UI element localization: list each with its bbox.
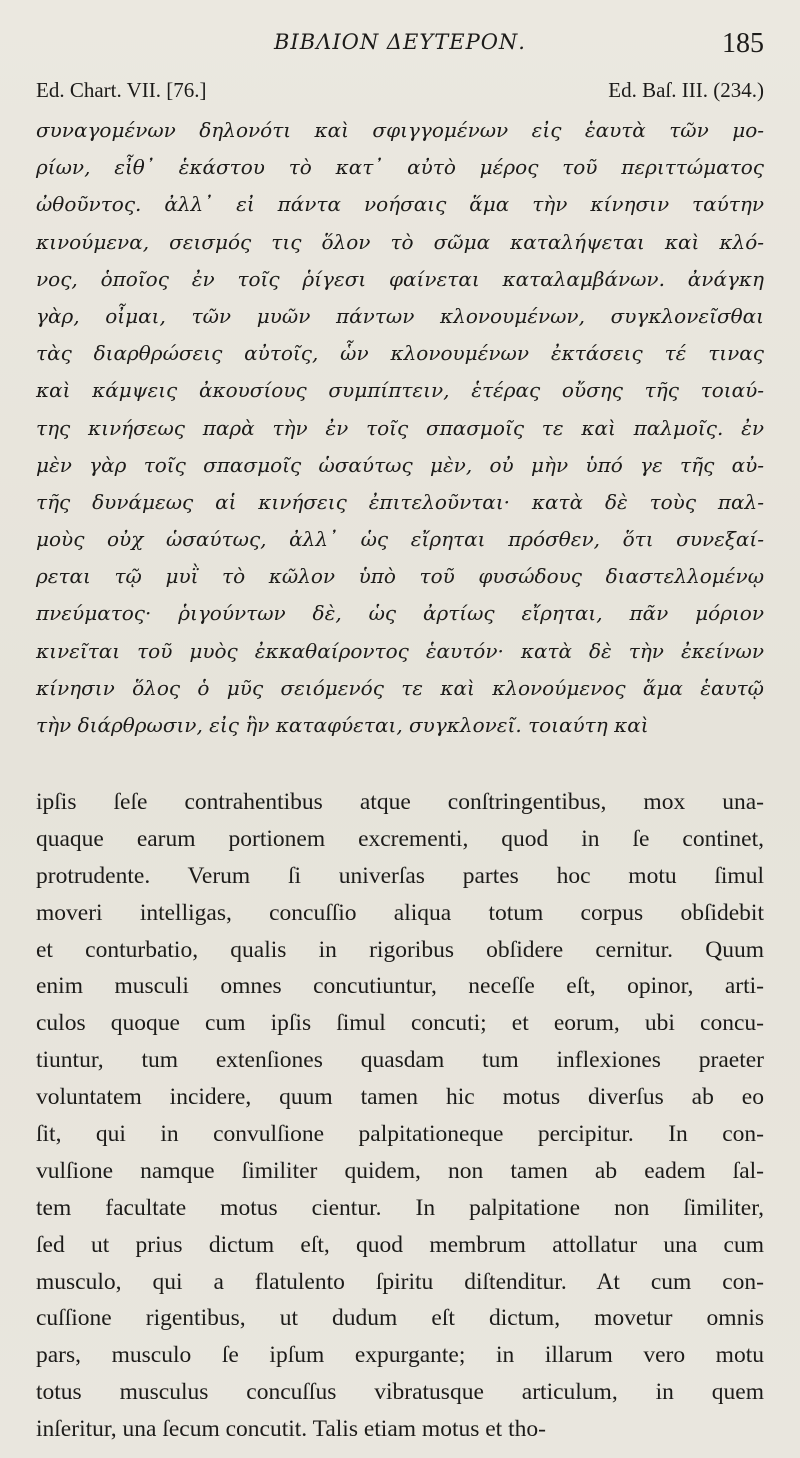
- greek-text-line: της κινήσεως παρὰ τὴν ἐν τοῖς σπασμοῖς τε καὶ παλμοῖς. ἐν: [36, 415, 764, 440]
- latin-text-line: culos quoque cum ipſis ſimul concuti; et eorum, ubi concu-: [36, 1010, 764, 1037]
- latin-text-line: ſed ut prius dictum eſt, quod membrum attollatur una cum: [36, 1231, 764, 1258]
- latin-text-line: musculo, qui a flatulento ſpiritu diſtenditur. At cum con-: [36, 1268, 764, 1295]
- greek-text-line: κινεῖται τοῦ μυὸς ἐκκαθαίροντος ἑαυτόν· κατὰ δὲ τὴν ἐκείνων: [36, 638, 764, 663]
- latin-text-block: [36, 784, 764, 1448]
- greek-text-line: ρίων, εἶθ᾽ ἑκάστου τὸ κατ᾽ αὐτὸ μέρος τοῦ περιττώματος: [36, 155, 764, 180]
- greek-text-line: ρεται τῷ μυῒ τὸ κῶλον ὑπὸ τοῦ φυσώδους διαστελλομένῳ: [36, 564, 764, 589]
- greek-text-line: τὴν διάρθρωσιν, εἰς ἣν καταφύεται, συγκλονεῖ. τοιαύτη καὶ: [36, 713, 649, 737]
- greek-text-line: καὶ κάμψεις ἀκουσίους συμπίπτειν, ἑτέρας οὔσης τῆς τοιαύ-: [36, 378, 764, 403]
- latin-text-line: vulſione namque ſimiliter quidem, non tamen ab eadem ſal-: [36, 1157, 764, 1184]
- latin-text-line: totus musculus concuſſus vibratusque articulum, in quem: [36, 1379, 764, 1406]
- latin-text-line: protrudente. Verum ſi univerſas partes hoc motu ſimul: [36, 862, 764, 889]
- latin-text-line: ſit, qui in convulſione palpitationeque percipitur. In con-: [36, 1121, 764, 1148]
- greek-text-line: πνεύματος· ῥιγούντων δὲ, ὡς ἀρτίως εἴρηται, πᾶν μόριον: [36, 601, 764, 626]
- page-number: 185: [722, 28, 764, 59]
- latin-text-line: quaque earum portionem excrementi, quod in ſe continet,: [36, 825, 764, 852]
- greek-text-line: μὲν γὰρ τοῖς σπασμοῖς ὡσαύτως μὲν, οὐ μὴν ὑπό γε τῆς αὐ-: [36, 452, 764, 477]
- greek-text-line: ὠθοῦντος. ἀλλ᾽ εἰ πάντα νοήσαις ἅμα τὴν κίνησιν ταύτην: [36, 192, 764, 217]
- greek-text-line: νος, ὁποῖος ἐν τοῖς ῥίγεσι φαίνεται καταλαμβάνων. ἀνάγκη: [36, 266, 764, 291]
- latin-text-line: moveri intelligas, concuſſio aliqua totum corpus obſidebit: [36, 899, 764, 926]
- edition-references: [36, 78, 764, 106]
- greek-text-line: γὰρ, οἶμαι, τῶν μυῶν πάντων κλονουμένων, συγκλονεῖσθαι: [36, 303, 764, 328]
- edition-reference-basel: Ed. Baſ. III. (234.): [608, 78, 764, 102]
- greek-text-line: συναγομένων δηλονότι καὶ σφιγγομένων εἰς ἑαυτὰ τῶν μο-: [36, 118, 764, 142]
- latin-text-line: inſeritur, una ſecum concutit. Talis etiam motus et tho-: [36, 1416, 546, 1443]
- latin-text-line: tem facultate motus cientur. In palpitatione non ſimiliter,: [36, 1194, 764, 1221]
- latin-text-line: ipſis ſeſe contrahentibus atque conſtringentibus, mox una-: [36, 789, 764, 815]
- greek-text-line: τῆς δυνάμεως αἱ κινήσεις ἐπιτελοῦνται· κατὰ δὲ τοὺς παλ-: [36, 489, 764, 514]
- greek-text-line: κίνησιν ὅλος ὁ μῦς σειόμενός τε καὶ κλονούμενος ἅμα ἑαυτῷ: [36, 675, 764, 700]
- running-head: [0, 28, 800, 68]
- latin-text-line: et conturbatio, qualis in rigoribus obſidere cernitur. Quum: [36, 936, 764, 963]
- greek-text-line: τὰς διαρθρώσεις αὐτοῖς, ὧν κλονουμένων ἐκτάσεις τέ τινας: [36, 341, 764, 366]
- latin-text-line: cuſſione rigentibus, ut dudum eſt dictum, movetur omnis: [36, 1305, 764, 1332]
- greek-text-block: [36, 112, 764, 744]
- latin-text-line: enim musculi omnes concutiuntur, neceſſe eſt, opinor, arti-: [36, 973, 764, 1000]
- latin-text-line: pars, musculo ſe ipſum expurgante; in illarum vero motu: [36, 1342, 764, 1369]
- latin-text-line: tiuntur, tum extenſiones quasdam tum inflexiones praeter: [36, 1047, 764, 1074]
- latin-text-line: voluntatem incidere, quum tamen hic motus diverſus ab eo: [36, 1084, 764, 1111]
- greek-text-line: μοὺς οὐχ ὡσαύτως, ἀλλ᾽ ὡς εἴρηται πρόσθεν, ὅτι συνεξαί-: [36, 527, 764, 552]
- edition-reference-chartier: Ed. Chart. VII. [76.]: [36, 78, 207, 102]
- greek-text-line: κινούμενα, σεισμός τις ὅλον τὸ σῶμα καταλήψεται καὶ κλό-: [36, 229, 764, 254]
- running-title: ΒΙΒΛΙΟΝ ΔΕΥΤΕΡΟΝ.: [274, 30, 526, 54]
